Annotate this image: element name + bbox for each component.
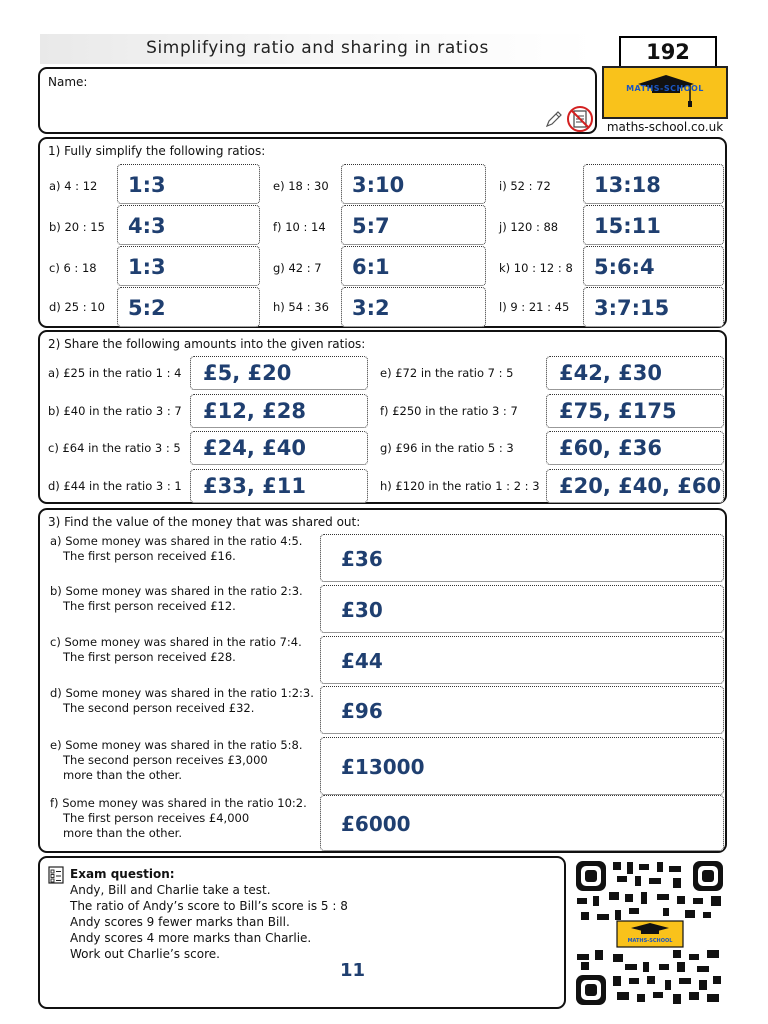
question-3a: a) Some money was shared in the ratio 4:5. The first person received £16.: [50, 534, 303, 563]
answer-box-2g[interactable]: £60, £36: [546, 431, 724, 465]
answer-box-2f[interactable]: £75, £175: [546, 394, 724, 428]
answer-box-3d[interactable]: £96: [320, 686, 724, 734]
exam-answer: 11: [340, 960, 366, 981]
answer-box-1e[interactable]: 3:10: [341, 164, 486, 204]
question-2a: a) £25 in the ratio 1 : 4: [48, 366, 182, 380]
question-2d: d) £44 in the ratio 3 : 1: [48, 479, 182, 493]
answer-box-1a[interactable]: 1:3: [117, 164, 260, 204]
answer-box-3e[interactable]: £13000: [320, 737, 724, 795]
question-2f: f) £250 in the ratio 3 : 7: [380, 404, 518, 418]
question-2b: b) £40 in the ratio 3 : 7: [48, 404, 182, 418]
question-1l: l) 9 : 21 : 45: [499, 300, 570, 314]
section-2-heading: 2) Share the following amounts into the given ratios:: [48, 337, 366, 351]
answer-box-1d[interactable]: 5:2: [117, 287, 260, 327]
title-bar: [40, 34, 595, 64]
pencil-icon: [544, 109, 564, 129]
answer-box-2b[interactable]: £12, £28: [190, 394, 368, 428]
question-2e: e) £72 in the ratio 7 : 5: [380, 366, 514, 380]
answer-box-3a[interactable]: £36: [320, 534, 724, 582]
question-3f: f) Some money was shared in the ratio 10:2. The first person receives £4,000 more than the other.: [50, 796, 307, 840]
question-1g: g) 42 : 7: [273, 261, 322, 275]
qr-code[interactable]: [573, 858, 726, 1008]
checklist-icon: [48, 866, 64, 884]
name-box: [38, 67, 597, 134]
answer-box-2d[interactable]: £33, £11: [190, 469, 368, 503]
question-1c: c) 6 : 18: [49, 261, 97, 275]
exam-question-box: [38, 856, 566, 1009]
question-1k: k) 10 : 12 : 8: [499, 261, 573, 275]
section-3-heading: 3) Find the value of the money that was shared out:: [48, 515, 361, 529]
question-3d: d) Some money was shared in the ratio 1:2:3. The second person received £32.: [50, 686, 314, 715]
answer-box-1g[interactable]: 6:1: [341, 246, 486, 286]
website-link[interactable]: maths-school.co.uk: [606, 120, 724, 134]
question-1i: i) 52 : 72: [499, 179, 551, 193]
answer-box-3b[interactable]: £30: [320, 585, 724, 633]
question-3b: b) Some money was shared in the ratio 2:3. The first person received £12.: [50, 584, 303, 613]
maths-school-logo: [602, 66, 728, 119]
logo-text: MATHS-SCHOOL: [626, 84, 704, 93]
question-2g: g) £96 in the ratio 5 : 3: [380, 441, 514, 455]
answer-box-2e[interactable]: £42, £30: [546, 356, 724, 390]
question-3e: e) Some money was shared in the ratio 5:8. The second person receives £3,000 more than the other.: [50, 738, 303, 782]
question-1d: d) 25 : 10: [49, 300, 105, 314]
answer-box-1f[interactable]: 5:7: [341, 205, 486, 245]
question-2c: c) £64 in the ratio 3 : 5: [48, 441, 181, 455]
question-2h: h) £120 in the ratio 1 : 2 : 3: [380, 479, 540, 493]
question-1a: a) 4 : 12: [49, 179, 98, 193]
question-1j: j) 120 : 88: [499, 220, 559, 234]
answer-box-1j[interactable]: 15:11: [583, 205, 724, 245]
question-1e: e) 18 : 30: [273, 179, 329, 193]
page-title: Simplifying ratio and sharing in ratios: [146, 38, 489, 58]
question-1h: h) 54 : 36: [273, 300, 329, 314]
answer-box-1k[interactable]: 5:6:4: [583, 246, 724, 286]
answer-box-2c[interactable]: £24, £40: [190, 431, 368, 465]
answer-box-1l[interactable]: 3:7:15: [583, 287, 724, 327]
section-1-heading: 1) Fully simplify the following ratios:: [48, 144, 266, 158]
exam-heading: Exam question:: [70, 867, 175, 881]
answer-box-2h[interactable]: £20, £40, £60: [546, 469, 724, 503]
answer-box-3f[interactable]: £6000: [320, 795, 724, 851]
sheet-number: 192: [619, 36, 717, 68]
answer-box-2a[interactable]: £5, £20: [190, 356, 368, 390]
no-calculator-icon: [566, 105, 594, 133]
exam-question-text: Exam question: Andy, Bill and Charlie take a test. The ratio of Andy’s score to Bill’s score is 5 : 8 Andy scores 9 fewer marks than Bill. Andy scores 4 more marks than Charlie. Work out Charlie’s score.: [70, 867, 348, 961]
answer-box-3c[interactable]: £44: [320, 636, 724, 684]
section-2: [38, 330, 727, 504]
answer-box-1b[interactable]: 4:3: [117, 205, 260, 245]
name-label: Name:: [48, 75, 88, 89]
question-3c: c) Some money was shared in the ratio 7:4. The first person received £28.: [50, 635, 302, 664]
answer-box-1c[interactable]: 1:3: [117, 246, 260, 286]
question-1f: f) 10 : 14: [273, 220, 326, 234]
section-3: [38, 508, 727, 853]
qr-logo-text: MATHS-SCHOOL: [627, 938, 673, 944]
section-1: [38, 137, 727, 328]
question-1b: b) 20 : 15: [49, 220, 105, 234]
answer-box-1i[interactable]: 13:18: [583, 164, 724, 204]
answer-box-1h[interactable]: 3:2: [341, 287, 486, 327]
